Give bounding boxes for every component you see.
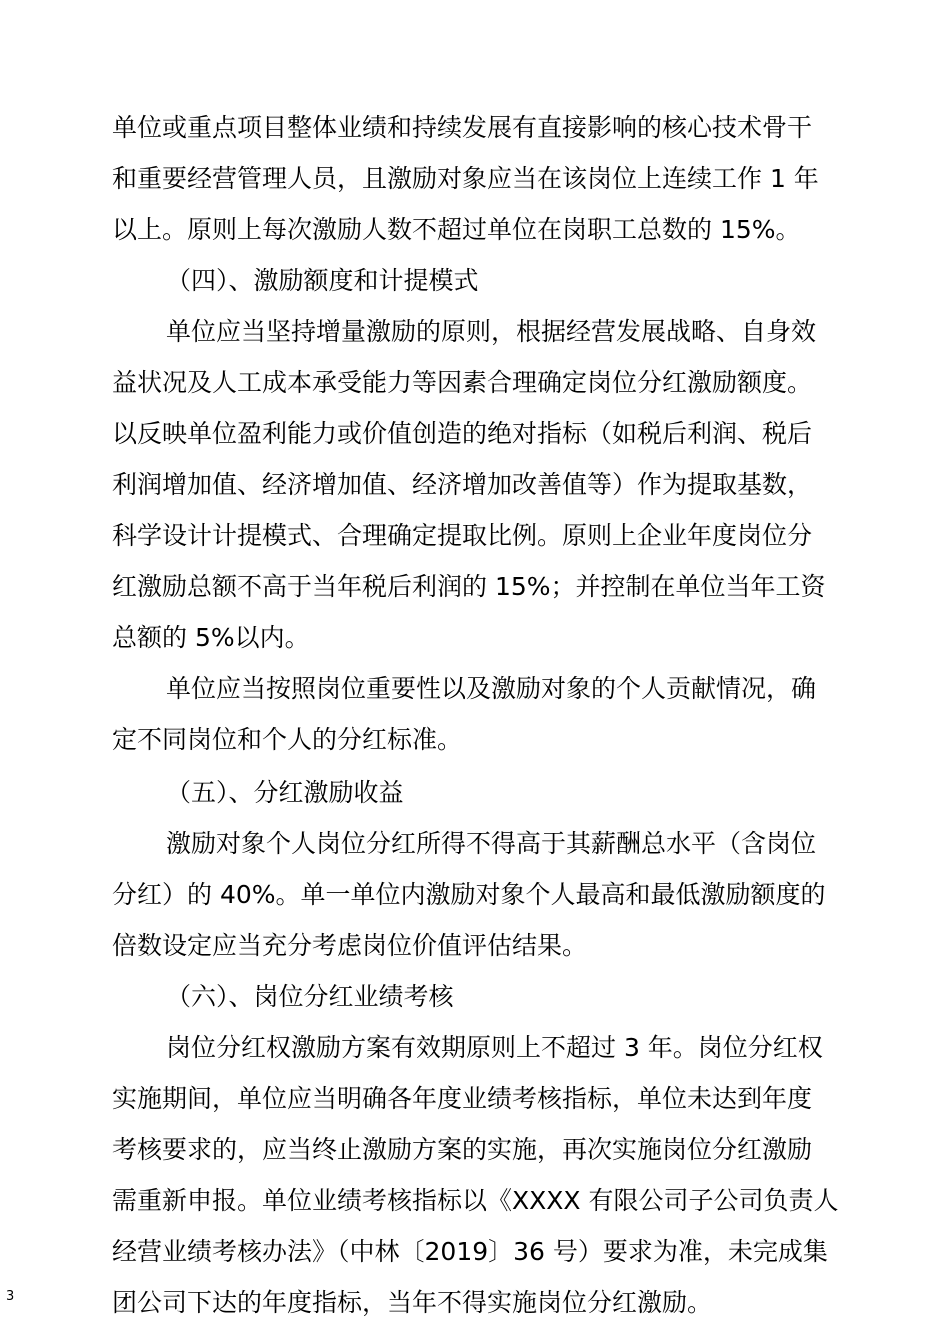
- body-text-line: 经营业绩考核办法》（中林〔2019〕36 号）要求为准，未完成集: [112, 1237, 828, 1266]
- body-text-line: 倍数设定应当充分考虑岗位价值评估结果。: [112, 931, 588, 960]
- paragraph-first-line: 单位应当坚持增量激励的原则，根据经营发展战略、自身效: [166, 317, 817, 346]
- body-text-line: 以反映单位盈利能力或价值创造的绝对指标（如税后利润、税后: [112, 419, 813, 448]
- body-text-line: 实施期间，单位应当明确各年度业绩考核指标，单位未达到年度: [112, 1084, 813, 1113]
- page-number: 3: [6, 1289, 15, 1304]
- body-text-line: 需重新申报。单位业绩考核指标以《XXXX 有限公司子公司负责人: [112, 1186, 839, 1215]
- paragraph-first-line: 岗位分红权激励方案有效期原则上不超过 3 年。岗位分红权: [166, 1033, 823, 1062]
- body-text-line: 单位或重点项目整体业绩和持续发展有直接影响的核心技术骨干: [112, 113, 813, 142]
- body-text-line: 考核要求的，应当终止激励方案的实施，再次实施岗位分红激励: [112, 1135, 813, 1164]
- body-text-line: 团公司下达的年度指标，当年不得实施岗位分红激励。: [112, 1288, 713, 1317]
- body-text-line: 定不同岗位和个人的分红标准。: [112, 725, 463, 754]
- body-text-line: 和重要经营管理人员，且激励对象应当在该岗位上连续工作 1 年: [112, 164, 819, 193]
- body-text-line: 益状况及人工成本承受能力等因素合理确定岗位分红激励额度。: [112, 368, 813, 397]
- body-text-line: 分红）的 40%。单一单位内激励对象个人最高和最低激励额度的: [112, 880, 826, 909]
- paragraph-first-line: 激励对象个人岗位分红所得不得高于其薪酬总水平（含岗位: [166, 829, 817, 858]
- body-text-line: 总额的 5%以内。: [112, 623, 310, 652]
- section-heading: （六）、岗位分红业绩考核: [166, 982, 454, 1011]
- paragraph-first-line: 单位应当按照岗位重要性以及激励对象的个人贡献情况，确: [166, 674, 817, 703]
- section-heading: （四）、激励额度和计提模式: [166, 266, 479, 295]
- body-text-line: 科学设计计提模式、合理确定提取比例。原则上企业年度岗位分: [112, 521, 813, 550]
- body-text-line: 以上。原则上每次激励人数不超过单位在岗职工总数的 15%。: [112, 215, 801, 244]
- body-text-line: 红激励总额不高于当年税后利润的 15%；并控制在单位当年工资: [112, 572, 826, 601]
- body-text-line: 利润增加值、经济增加值、经济增加改善值等）作为提取基数，: [112, 470, 813, 499]
- section-heading: （五）、分红激励收益: [166, 778, 404, 807]
